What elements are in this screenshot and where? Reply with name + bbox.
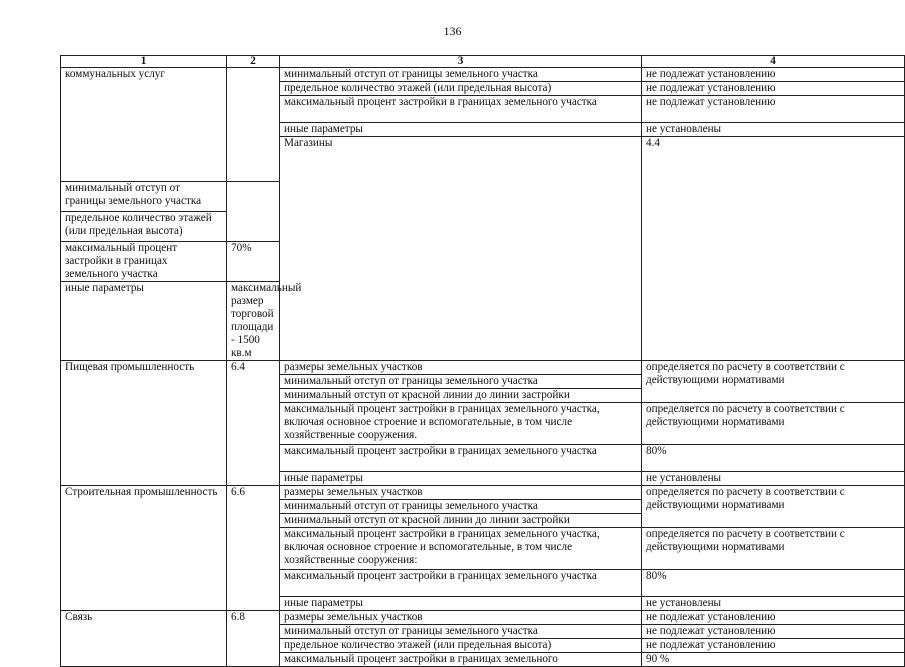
parameter-value: не подлежат установлению xyxy=(642,82,905,96)
parameter-value: не установлены xyxy=(642,597,905,611)
parameter-name: предельное количество этажей (или предельная высота) xyxy=(280,82,642,96)
parameter-name: размеры земельных участков xyxy=(280,486,642,500)
table-row xyxy=(61,68,905,82)
parameter-name: иные параметры xyxy=(61,282,227,361)
parameter-value: не установлены xyxy=(642,472,905,486)
parameter-name: размеры земельных участков xyxy=(280,361,642,375)
parameter-value: не подлежат установлению xyxy=(642,639,905,653)
parameter-name: минимальный отступ от границы земельного участка xyxy=(280,500,642,514)
parameter-value: не подлежат установлению xyxy=(642,611,905,625)
parameter-name: максимальный процент застройки в границах земельного участка, включая основное строение и вспомогательные, в том числе хозяйственные сооружения. xyxy=(280,403,642,445)
parameter-name: минимальный отступ от границы земельного участка xyxy=(280,375,642,389)
parameter-name: иные параметры xyxy=(280,123,642,137)
parameter-name: иные параметры xyxy=(280,597,642,611)
column-header-2: 2 xyxy=(227,56,280,68)
land-use-parameters-table xyxy=(60,55,905,667)
parameter-value: определяется по расчету в соответствии с действующими нормативами xyxy=(642,528,905,570)
column-header-1: 1 xyxy=(61,56,227,68)
table-row xyxy=(61,486,905,500)
parameter-value: не подлежат установлению xyxy=(642,68,905,82)
parameter-value: 80% xyxy=(642,445,905,472)
parameter-name: предельное количество этажей (или предельная высота) xyxy=(280,639,642,653)
table-row xyxy=(61,361,905,375)
parameter-name: минимальный отступ от границы земельного участка xyxy=(61,181,227,211)
column-header-3: 3 xyxy=(280,56,642,68)
parameter-value: 80% xyxy=(642,570,905,597)
parameter-value: 70% xyxy=(227,242,280,282)
parameter-name: размеры земельных участков xyxy=(280,611,642,625)
land-use-code: 6.6 xyxy=(227,486,280,611)
land-use-code: 6.4 xyxy=(227,361,280,486)
column-header-4: 4 xyxy=(642,56,905,68)
page-number: 136 xyxy=(443,24,462,38)
land-use-name: Строительная промышленность xyxy=(61,486,227,611)
parameter-name: предельное количество этажей (или предельная высота) xyxy=(61,211,227,241)
table-row xyxy=(61,611,905,625)
land-use-name: Пищевая промышленность xyxy=(61,361,227,486)
parameter-name: минимальный отступ от красной линии до линии застройки xyxy=(280,514,642,528)
parameter-name: минимальный отступ от границы земельного участка xyxy=(280,68,642,82)
parameter-value: определяется по расчету в соответствии с действующими нормативами xyxy=(642,361,905,403)
parameter-name: максимальный процент застройки в границах земельного участка, включая основное строение и вспомогательные, в том числе хозяйственные сооружения: xyxy=(280,528,642,570)
table-header-row xyxy=(61,56,905,68)
land-use-code: 6.8 xyxy=(227,611,280,667)
parameter-name: максимальный процент застройки в границах земельного участка xyxy=(280,445,642,472)
parameter-name: минимальный отступ от красной линии до линии застройки xyxy=(280,389,642,403)
parameter-value: определяется по расчету в соответствии с действующими нормативами xyxy=(642,486,905,528)
land-use-name: Магазины xyxy=(280,137,642,361)
parameter-value: максимальный размер торговой площади - 1500 кв.м xyxy=(227,282,280,361)
parameter-name: максимальный процент застройки в границах земельного участка xyxy=(61,242,227,282)
parameter-value: не установлены xyxy=(642,123,905,137)
parameter-value: не подлежат установлению xyxy=(642,96,905,123)
parameter-value: не подлежат установлению xyxy=(642,625,905,639)
parameter-name: минимальный отступ от границы земельного участка xyxy=(280,625,642,639)
parameter-value: определяется по расчету в соответствии с действующими нормативами xyxy=(642,403,905,445)
parameter-value: 90 % xyxy=(642,653,905,667)
land-use-name: коммунальных услуг xyxy=(61,68,227,182)
land-use-code: 4.4 xyxy=(642,137,905,361)
land-use-code xyxy=(227,68,280,182)
parameter-name: иные параметры xyxy=(280,472,642,486)
parameter-name: максимальный процент застройки в границах земельного участка xyxy=(280,570,642,597)
parameter-name: максимальный процент застройки в границах земельного xyxy=(280,653,642,667)
land-use-name: Связь xyxy=(61,611,227,667)
parameter-name: максимальный процент застройки в границах земельного участка xyxy=(280,96,642,123)
